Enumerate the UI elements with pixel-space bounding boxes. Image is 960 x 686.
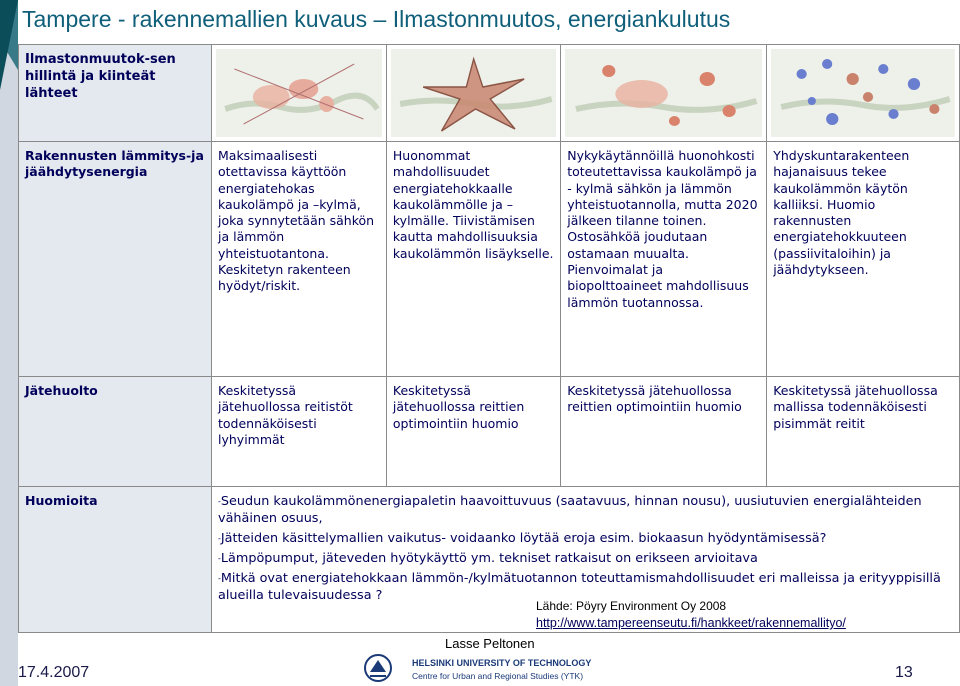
table-cell: Keskitetyssä jätehuollossa reittien optimointiin huomio <box>561 377 767 487</box>
map-row <box>19 45 960 142</box>
logo-line-1: HELSINKI UNIVERSITY OF TECHNOLOGY <box>412 658 592 668</box>
corner-decoration <box>0 0 18 686</box>
table-cell: Yhdyskuntarakenteen hajanaisuus tekee kaukolämmön käytön kalliiksi. Huomio rakennusten energiatehokkuuteen (passiivitaloihin) ja jäähdytykseen. <box>767 142 960 377</box>
table-cell: Maksimaalisesti otettavissa käyttöön energiatehokas kaukolämpö ja –kylmä, joka synnytetään sähkön ja lämmön yhteistuotantona. Keskitetyn rakenteen hyödyt/riskit. <box>212 142 387 377</box>
note-item: -Seudun kaukolämmönenergiapaletin haavoittuvuus (saatavuus, hinnan nousu), uusiutuvien energialähteiden vähäinen osuus, <box>218 494 922 526</box>
source-link[interactable]: http://www.tampereenseutu.fi/hankkeet/rakennemallityo/ <box>536 616 846 630</box>
comparison-table <box>18 44 960 633</box>
note-item: -Lämpöpumput, jäteveden hyötykäyttö ym. tekniset ratkaisut on erikseen arvioitava <box>218 551 758 566</box>
table-cell: Nykykäytännöillä huonohkosti toteutettavissa kaukolämpö ja - kylmä sähkön ja lämmön yhteistuotannolla, mutta 2020 jälkeen tilanne toinen. Ostosähköä joudutaan ostamaan muualta. Pienvoimalat ja biopolttoaineet mahdollisuus lämmön tuotannossa. <box>561 142 767 377</box>
row-heading: Jätehuolto <box>19 377 212 487</box>
map-cell-4 <box>767 45 960 142</box>
source-box <box>530 599 850 632</box>
row-heading: Rakennusten lämmitys-ja jäähdytysenergia <box>19 142 212 377</box>
table-cell: Keskitetyssä jätehuollossa mallissa todennäköisesti pisimmät reitit <box>767 377 960 487</box>
map-thumbnail <box>216 49 382 137</box>
table-cell: Huonommat mahdollisuudet energiatehokkaalle kaukolämmölle ja – kylmälle. Tiivistämisen kautta mahdollisuuksia kaukolämmön lisäykselle. <box>386 142 560 377</box>
header-cell: Ilmastonmuutok-sen hillintä ja kiinteät lähteet <box>19 45 212 142</box>
map-thumbnail <box>565 49 762 137</box>
page-number: 13 <box>895 664 913 681</box>
map-cell-2 <box>386 45 560 142</box>
map-cell-1 <box>212 45 387 142</box>
footer-date: 17.4.2007 <box>18 664 90 681</box>
row-heading: Huomioita <box>19 487 212 633</box>
presenter-name: Lasse Peltonen <box>445 636 535 651</box>
note-item: -Jätteiden käsittelymallien vaikutus- voidaanko löytää eroja esim. biokaasun hyödyntämisessä? <box>218 531 827 546</box>
map-cell-3 <box>561 45 767 142</box>
table-row <box>19 142 960 377</box>
table-row <box>19 377 960 487</box>
map-thumbnail <box>391 49 556 137</box>
table-cell: Keskitetyssä jätehuollossa reittien optimointiin huomio <box>386 377 560 487</box>
table-cell: Keskitetyssä jätehuollossa reitistöt todennäköisesti lyhyimmät <box>212 377 387 487</box>
page-title: Tampere - rakennemallien kuvaus – Ilmastonmuutos, energiankulutus <box>22 6 731 32</box>
source-label: Lähde: Pöyry Environment Oy 2008 <box>536 599 727 613</box>
map-thumbnail <box>771 49 955 137</box>
note-item: -Mitkä ovat energiatehokkaan lämmön-/kylmätuotannon toteuttamismahdollisuudet eri malleissa ja erityyppisillä alueilla tulevaisuudessa ? <box>218 571 941 603</box>
logo-line-2: Centre for Urban and Regional Studies (YTK) <box>412 671 584 681</box>
